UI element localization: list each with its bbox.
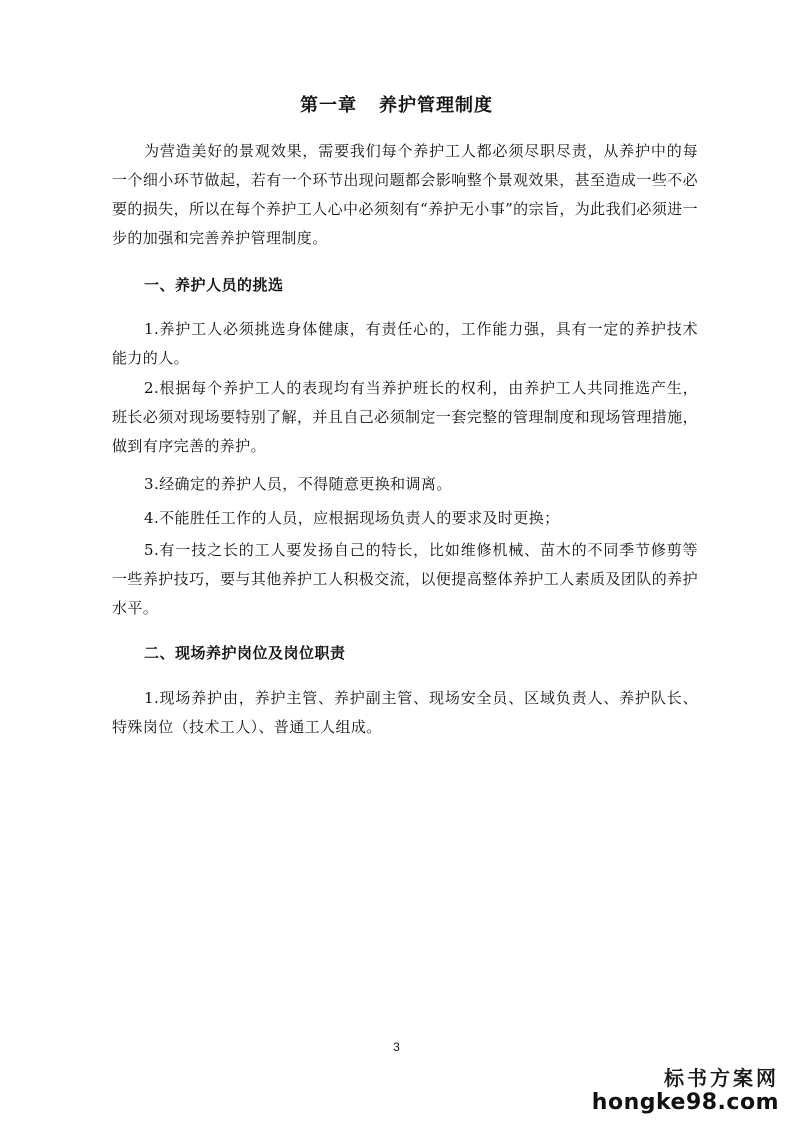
chapter-label: 第一章 (300, 95, 357, 116)
intro-paragraph: 为营造美好的景观效果，需要我们每个养护工人都必须尽职尽责，从养护中的每一个细小环节做起，若有一个环节出现问题都会影响整个景观效果，甚至造成一些不必要的损失，所以在每个养护工人心中必须刻有“养护无小事”的宗旨，为此我们必须进一步的加强和完善养护管理制度。 (112, 142, 698, 247)
section1-item-2: 2.根据每个养护工人的表现均有当养护班长的权利，由养护工人共同推选产生，班长必须对现场要特别了解，并且自己必须制定一套完整的管理制度和现场管理措施，做到有序完善的养护。 (112, 379, 698, 455)
section2-item-1: 1.现场养护由，养护主管、养护副主管、现场安全员、区域负责人、养护队长、特殊岗位（技术工人）、普通工人组成。 (112, 689, 698, 736)
watermark-url-text: hongke98.com (591, 1090, 779, 1115)
section1-item-1: 1.养护工人必须挑选身体健康，有责任心的，工作能力强，具有一定的养护技术能力的人。 (112, 320, 698, 367)
section-heading-2: 二、现场养护岗位及岗位职责 (144, 644, 346, 662)
watermark-cn-text: 标书方案网 (664, 1066, 779, 1090)
watermark-logo (592, 1066, 779, 1116)
section-heading-1: 一、养护人员的挑选 (144, 276, 284, 294)
chapter-title: 养护管理制度 (379, 95, 493, 116)
section1-item-4: 4.不能胜任工作的人员，应根据现场负责人的要求及时更换； (144, 509, 560, 527)
section1-item-3: 3.经确定的养护人员，不得随意更换和调离。 (144, 475, 452, 493)
page-number: 3 (393, 1040, 400, 1054)
section1-item-5: 5.有一技之长的工人要发扬自己的特长，比如维修机械、苗木的不同季节修剪等一些养护技巧，要与其他养护工人积极交流，以便提高整体养护工人素质及团队的养护水平。 (112, 541, 698, 617)
page-title (0, 92, 793, 120)
